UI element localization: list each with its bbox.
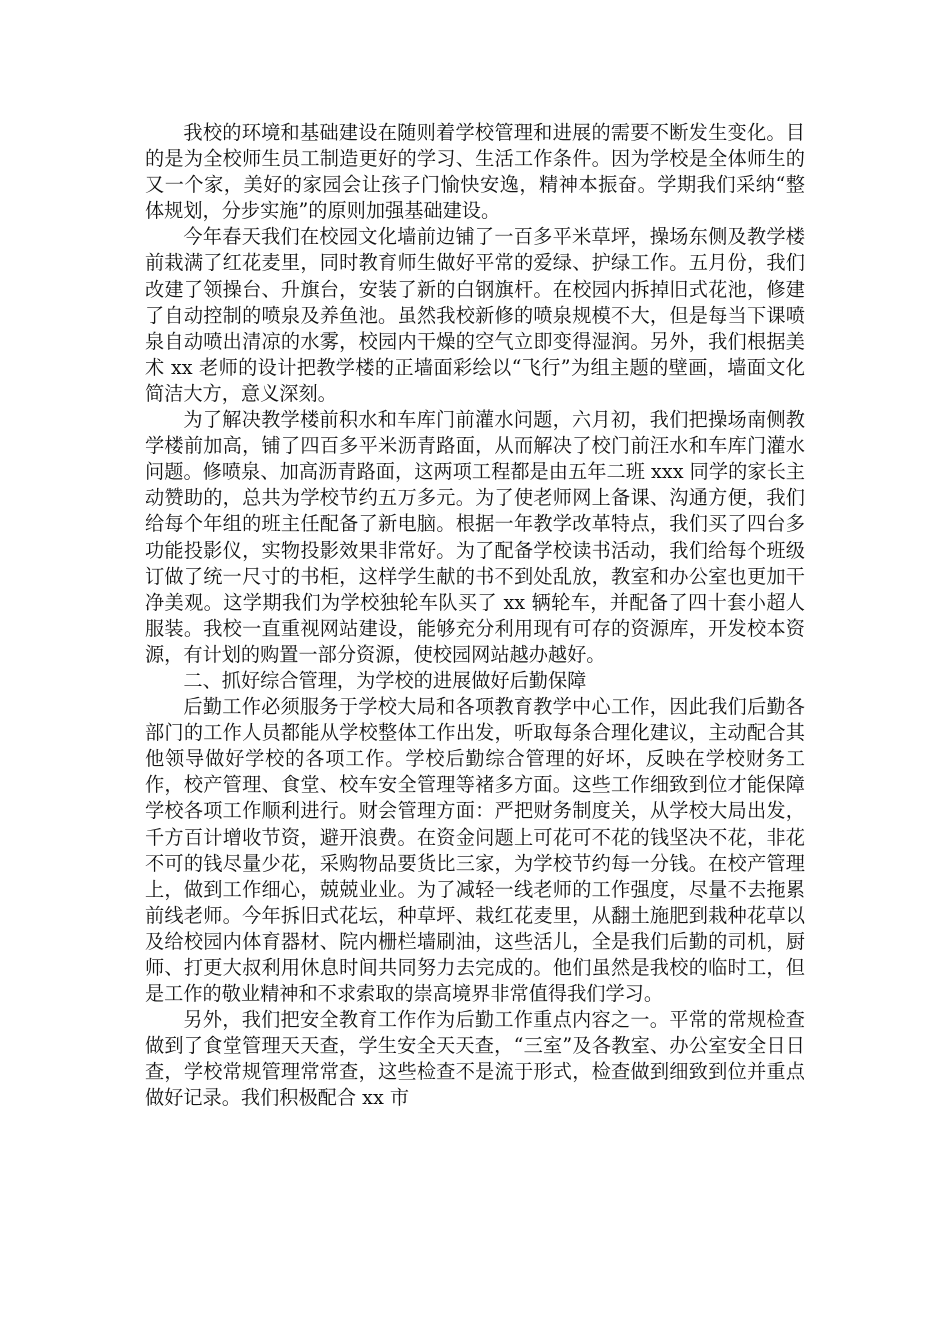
document-body (145, 120, 805, 1112)
paragraph-logistics-management: 后勤工作必须服务于学校大局和各项教育教学中心工作，因此我们后勤各部门的工作人员都能从学校整体工作出发，听取每条合理化建议，主动配合其他领导做好学校的各项工作。学校后勤综合管理的好坏，反映在学校财务工作，校产管理、食堂、校车安全管理等褚多方面。这些工作细致到位才能保障学校各项工作顺利进行。财会管理方面：严把财务制度关，从学校大局出发，千方百计增收节资，避开浪费。在资金问题上可花可不花的钱坚决不花，非花不可的钱尽量少花，采购物品要货比三家，为学校节约每一分钱。在校产管理上，做到工作细心，兢兢业业。为了减轻一线老师的工作强度，尽量不去拖累前线老师。今年拆旧式花坛，种草坪、栽红花麦里，从翻土施肥到栽种花草以及给校园内体育器材、院内栅栏墙刷油，这些活儿，全是我们后勤的司机，厨师、打更大叔利用休息时间共同努力去完成的。他们虽然是我校的临时工，但是工作的敬业精神和不求索取的崇高境界非常值得我们学习。 (145, 695, 805, 1006)
paragraph-safety-inspection: 另外，我们把安全教育工作作为后勤工作重点内容之一。平常的常规检查做到了食堂管理天天查，学生安全天天查，“三室”及各教室、办公室安全日日查，学校常规管理常常查，这些检查不是流于形式，检查做到细致到位并重点做好记录。我们积极配合 xx 市 (145, 1008, 805, 1110)
section-heading-logistics: 二、抓好综合管理，为学校的进展做好后勤保障 (183, 668, 587, 692)
paragraph-facilities-equipment: 为了解决教学楼前积水和车库门前灌水问题，六月初，我们把操场南侧教学楼前加高，铺了四百多平米沥青路面，从而解决了校门前汪水和车库门灌水问题。修喷泉、加高沥青路面，这两项工程都是由五年二班 xxx 同学的家长主动赞助的，总共为学校节约五万多元。为了使老师网上备课、沟通方便，我们给每个年组的班主任配备了新电脑。根据一年教学改革特点，我们买了四台多功能投影仪，实物投影效果非常好。为了配备学校读书活动，我们给每个班级订做了统一尺寸的书柜，这样学生献的书不到处乱放，教室和办公室也更加干净美观。这学期我们为学校独轮车队买了 xx 辆轮车，并配备了四十套小超人服装。我校一直重视网站建设，能够充分利用现有可存的资源库，开发校本资源，有计划的购置一部分资源，使校园网站越办越好。 (145, 408, 805, 666)
paragraph-campus-greening: 今年春天我们在校园文化墙前边铺了一百多平米草坪，操场东侧及教学楼前栽满了红花麦里，同时教育师生做好平常的爱绿、护绿工作。五月份，我们改建了领操台、升旗台，安装了新的白钢旗杆。在校园内拆掉旧式花池，修建了自动控制的喷泉及养鱼池。虽然我校新修的喷泉规模不大，但是每当下课喷泉自动喷出清凉的水雾，校园内干燥的空气立即变得湿润。另外，我们根据美术 xx 老师的设计把教学楼的正墙面彩绘以“飞行”为组主题的壁画，墙面文化简洁大方，意义深刻。 (145, 225, 805, 405)
paragraph-environment-intro: 我校的环境和基础建设在随则着学校管理和进展的需要不断发生变化。目的是为全校师生员工制造更好的学习、生活工作条件。因为学校是全体师生的又一个家，美好的家园会让孩子门愉快安逸，精神本振奋。学期我们采纳“整体规划，分步实施”的原则加强基础建设。 (145, 121, 805, 223)
